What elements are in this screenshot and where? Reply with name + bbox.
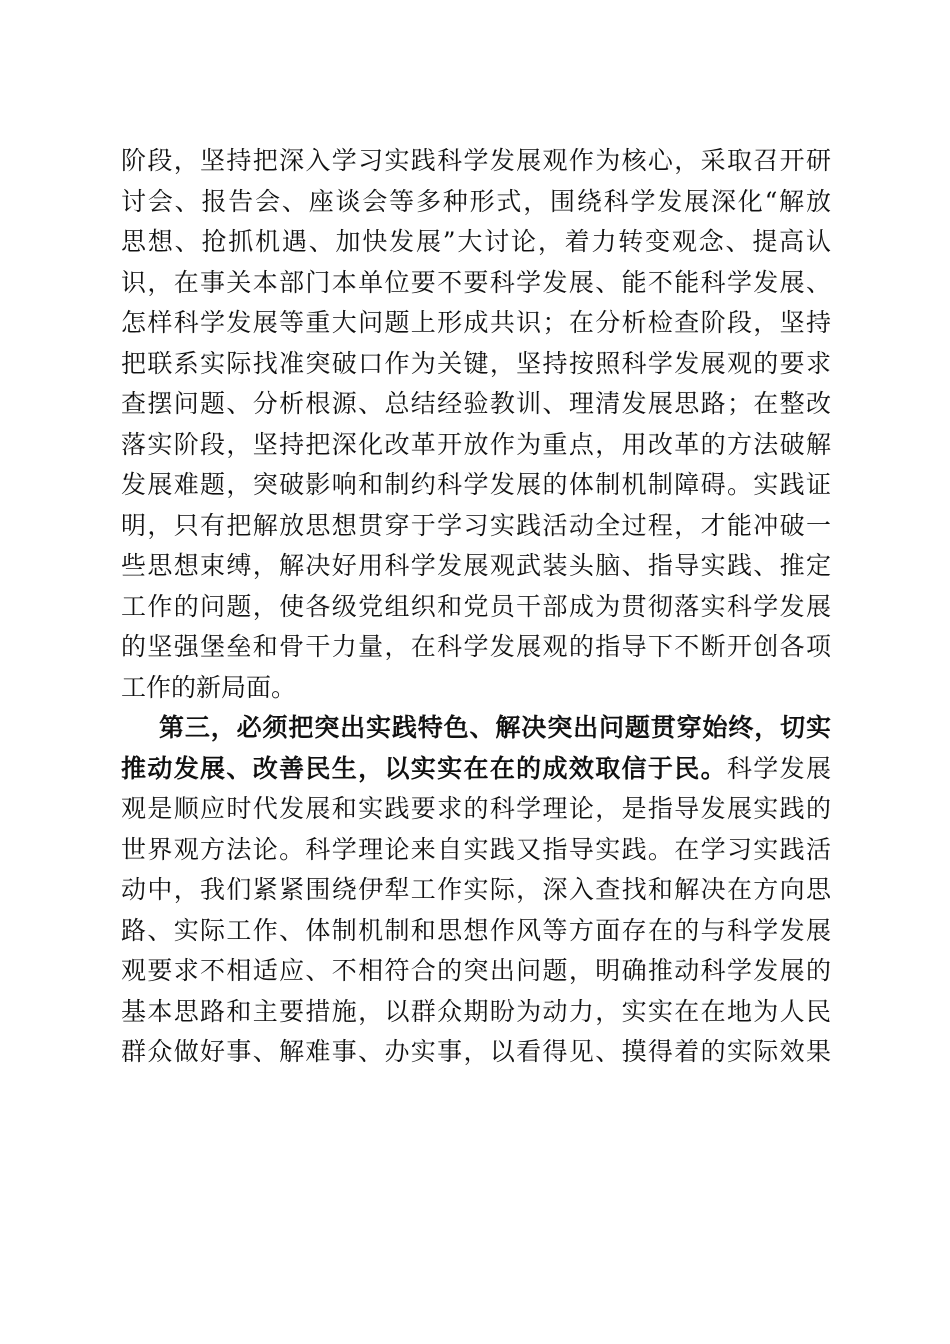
text-line: 查摆问题、分析根源、总结经验教训、理清发展思路；在整改 <box>121 389 831 418</box>
text-line: 路、实际工作、体制机制和思想作风等方面存在的与科学发展 <box>121 915 831 945</box>
text-line: 动中，我们紧紧围绕伊犁工作实际，深入查找和解决在方向思 <box>121 875 831 904</box>
section-heading-tail: 推动发展、改善民生，以实实在在的成效取信于民。 <box>121 753 727 783</box>
text-line: 阶段，坚持把深入学习实践科学发展观作为核心，采取召开研 <box>121 146 831 175</box>
text-line: 群众做好事、解难事、办实事，以看得见、摸得着的实际效果 <box>121 1037 831 1066</box>
text-line: 世界观方法论。科学理论来自实践又指导实践。在学习实践活 <box>121 834 831 864</box>
text-line: 落实阶段，坚持把深化改革开放作为重点，用改革的方法破解 <box>121 429 831 459</box>
text-line: 的坚强堡垒和骨干力量，在科学发展观的指导下不断开创各项 <box>121 632 831 661</box>
text-line: 把联系实际找准突破口作为关键，坚持按照科学发展观的要求 <box>121 348 831 378</box>
mixed-line <box>121 749 831 790</box>
text-line: 思想、抢抓机遇、加快发展”大讨论，着力转变观念、提高认 <box>121 227 831 256</box>
text-line: 识，在事关本部门本单位要不要科学发展、能不能科学发展、 <box>121 267 831 297</box>
text-line: 明，只有把解放思想贯穿于学习实践活动全过程，才能冲破一 <box>121 510 831 540</box>
text-line: 观要求不相适应、不相符合的突出问题，明确推动科学发展的 <box>121 956 831 985</box>
text-line: 基本思路和主要措施，以群众期盼为动力，实实在在地为人民 <box>121 996 831 1026</box>
paragraph-end-line: 工作的新局面。 <box>121 672 297 702</box>
text-line: 怎样科学发展等重大问题上形成共识；在分析检查阶段，坚持 <box>121 308 831 337</box>
text-line: 些思想束缚，解决好用科学发展观武装头脑、指导实践、推定 <box>121 551 831 580</box>
text-line: 发展难题，突破影响和制约科学发展的体制机制障碍。实践证 <box>121 470 831 499</box>
text-fragment: 科学发展 <box>726 753 831 783</box>
section-heading-line: 第三，必须把突出实践特色、解决突出问题贯穿始终，切实 <box>159 713 831 742</box>
body-text <box>121 141 831 1073</box>
text-line: 工作的问题，使各级党组织和党员干部成为贯彻落实科学发展 <box>121 591 831 621</box>
text-line: 讨会、报告会、座谈会等多种形式，围绕科学发展深化“解放 <box>121 186 831 216</box>
text-line: 观是顺应时代发展和实践要求的科学理论，是指导发展实践的 <box>121 794 831 823</box>
